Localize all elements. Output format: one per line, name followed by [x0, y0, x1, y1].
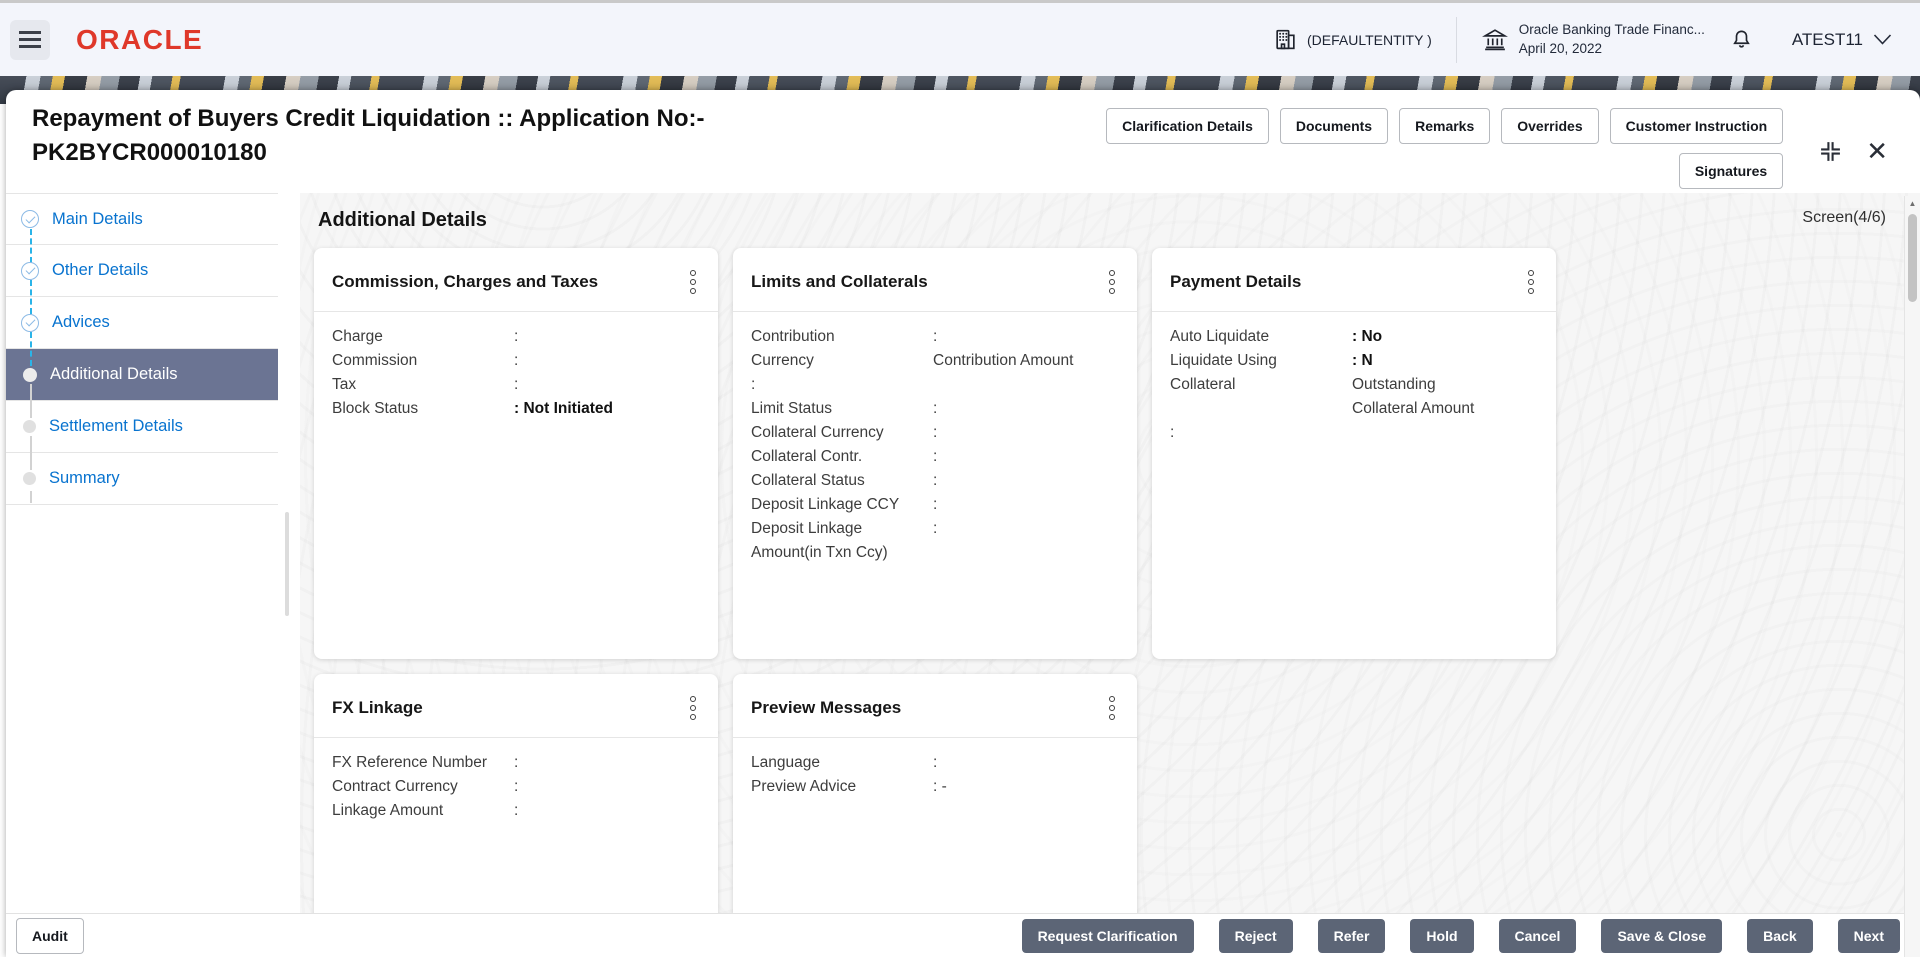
scrollbar-thumb[interactable]: [1908, 214, 1917, 302]
card-fx-linkage: [314, 674, 718, 944]
field-value: :: [933, 496, 938, 513]
field-label: [1170, 397, 1352, 421]
card-menu-kebab-icon[interactable]: [686, 694, 700, 722]
collapse-button[interactable]: [1819, 140, 1842, 163]
card-limits-and-collaterals: [733, 248, 1137, 659]
field-label: Preview Advice: [751, 778, 857, 795]
page-title-line2: PK2BYCR000010180: [32, 139, 267, 167]
field-value: :: [933, 448, 938, 465]
collapse-icon: [1819, 140, 1842, 163]
chevron-down-icon: [1873, 33, 1892, 46]
field-value-bold: : No: [1352, 328, 1383, 345]
field-line: [1170, 349, 1538, 373]
notifications-button[interactable]: [1729, 27, 1754, 52]
card-menu-kebab-icon[interactable]: [686, 268, 700, 296]
field-value: :: [933, 754, 938, 771]
field-label: Collateral: [1170, 376, 1236, 393]
topbar: [0, 0, 1920, 76]
branch-date: April 20, 2022: [1518, 40, 1603, 56]
content-area: [6, 193, 1920, 948]
branch-name: Oracle Banking Trade Financ...: [1518, 21, 1705, 37]
step-done-icon: [21, 314, 39, 332]
field-line: [751, 349, 1119, 373]
page-title: [32, 102, 704, 170]
card-commission-charges-and-taxes: [314, 248, 718, 659]
next-button[interactable]: Next: [1838, 919, 1900, 953]
field-line: [751, 517, 1119, 541]
field-line: [751, 445, 1119, 469]
bank-icon: [1481, 26, 1509, 53]
step-pending-icon: [23, 420, 36, 433]
field-line: [332, 751, 700, 775]
field-label: Limit Status: [751, 400, 832, 417]
field-line: [1170, 421, 1538, 445]
header-actions: [1106, 102, 1783, 189]
card-menu-kebab-icon[interactable]: [1105, 694, 1119, 722]
field-line: [332, 373, 700, 397]
field-value: :: [514, 376, 519, 393]
oracle-logo: ORACLE: [76, 23, 204, 55]
customer-instruction-button[interactable]: Customer Instruction: [1610, 108, 1784, 144]
entity-selector[interactable]: [1273, 27, 1432, 52]
username: ATEST11: [1791, 29, 1863, 49]
field-label: Collateral Status: [751, 472, 865, 489]
header-buttons-row1: [1106, 108, 1783, 144]
card-payment-details: [1152, 248, 1556, 659]
field-value: Collateral Amount: [1352, 400, 1475, 417]
main-content: [300, 193, 1920, 948]
sidebar-item-label: Settlement Details: [49, 417, 183, 435]
field-line: [751, 373, 1119, 397]
clarification-details-button[interactable]: Clarification Details: [1106, 108, 1269, 144]
card-title: Preview Messages: [751, 698, 902, 717]
card-title: Limits and Collaterals: [751, 272, 928, 291]
footer-actions: [1022, 919, 1900, 953]
step-done-icon: [21, 262, 39, 280]
hamburger-menu-button[interactable]: [10, 20, 50, 60]
field-label: Deposit Linkage CCY: [751, 496, 900, 513]
bell-icon: [1729, 27, 1754, 52]
step-pending-icon: [23, 472, 36, 485]
field-value: :: [933, 520, 938, 537]
sidebar-item-settlement-details[interactable]: [6, 401, 278, 453]
field-line: [751, 421, 1119, 445]
overrides-button[interactable]: Overrides: [1501, 108, 1598, 144]
field-label: Amount(in Txn Ccy): [751, 544, 888, 561]
field-line: [332, 799, 700, 823]
header-icons: [1783, 102, 1902, 164]
field-value: :: [514, 754, 519, 771]
card-preview-messages: [733, 674, 1137, 944]
field-label: :: [751, 376, 756, 393]
field-label: Tax: [332, 376, 357, 393]
remarks-button[interactable]: Remarks: [1399, 108, 1490, 144]
page-title-line1: Repayment of Buyers Credit Liquidation :: Application No:-: [32, 105, 705, 132]
screen-indicator: Screen(4/6): [1802, 209, 1886, 226]
field-line: [751, 493, 1119, 517]
entity-label: (DEFAULTENTITY ): [1307, 31, 1432, 48]
field-value: :: [933, 424, 938, 441]
field-line: [751, 775, 1119, 799]
field-label: FX Reference Number: [332, 754, 488, 771]
footer-bar: [6, 913, 1920, 957]
sidebar-item-advices[interactable]: [6, 297, 278, 349]
field-label: Currency: [751, 352, 814, 369]
field-value: :: [933, 400, 938, 417]
field-value: :: [514, 802, 519, 819]
cards-row-1: [314, 248, 1904, 659]
field-label: Linkage Amount: [332, 802, 444, 819]
field-line: [751, 541, 1119, 565]
app-panel: [6, 90, 1920, 957]
close-icon: ✕: [1866, 136, 1888, 166]
card-title: Commission, Charges and Taxes: [332, 272, 599, 291]
signatures-button[interactable]: Signatures: [1679, 153, 1783, 189]
field-label: Collateral Contr.: [751, 448, 863, 465]
step-list: [6, 193, 278, 505]
sidebar-item-summary[interactable]: [6, 453, 278, 505]
field-label: Deposit Linkage: [751, 520, 863, 537]
sidebar-scrollbar-thumb[interactable]: [285, 512, 289, 616]
sidebar-item-label: Additional Details: [50, 365, 178, 383]
field-line: [332, 349, 700, 373]
reject-button[interactable]: Reject: [1219, 919, 1293, 953]
step-done-icon: [21, 210, 39, 228]
card-title: FX Linkage: [332, 698, 423, 717]
request-clarification-button[interactable]: Request Clarification: [1022, 919, 1194, 953]
field-label: Contribution: [751, 328, 835, 345]
field-value: Contribution Amount: [933, 352, 1074, 369]
field-label: Block Status: [332, 400, 419, 417]
sidebar-item-label: Summary: [49, 469, 120, 487]
field-line: [1170, 397, 1538, 421]
field-label: Liquidate Using: [1170, 352, 1277, 369]
field-line: [1170, 325, 1538, 349]
sidebar-item-main-details[interactable]: [6, 193, 278, 245]
branch-selector[interactable]: [1481, 21, 1705, 59]
back-button[interactable]: Back: [1747, 919, 1812, 953]
sidebar-item-other-details[interactable]: [6, 245, 278, 297]
card-menu-kebab-icon[interactable]: [1105, 268, 1119, 296]
sidebar-item-label: Main Details: [52, 209, 143, 228]
building-icon: [1273, 27, 1298, 52]
step-active-icon: [23, 368, 37, 382]
field-line: [332, 325, 700, 349]
panel-header: [6, 90, 1920, 193]
field-value: :: [514, 778, 519, 795]
cancel-button[interactable]: Cancel: [1499, 919, 1577, 953]
section-heading: Additional Details: [318, 209, 487, 231]
field-value: :: [933, 472, 938, 489]
field-line: [1170, 373, 1538, 397]
field-value: :: [514, 328, 519, 345]
sidebar-item-label: Other Details: [52, 261, 149, 279]
card-menu-kebab-icon[interactable]: [1524, 268, 1538, 296]
field-line: [751, 325, 1119, 349]
hold-button[interactable]: Hold: [1410, 919, 1473, 953]
field-label: Collateral Currency: [751, 424, 884, 441]
sidebar-item-label: Advices: [52, 313, 110, 331]
field-label: Language: [751, 754, 820, 771]
branch-info: [1519, 21, 1705, 59]
field-value-bold: : N: [1352, 352, 1373, 369]
card-title: Payment Details: [1170, 272, 1302, 291]
field-value: :: [514, 352, 519, 369]
field-line: [332, 775, 700, 799]
field-label: :: [1170, 424, 1175, 441]
user-menu[interactable]: [1792, 30, 1892, 50]
documents-button[interactable]: Documents: [1280, 108, 1388, 144]
field-label: Commission: [332, 352, 418, 369]
field-value-bold: : Not Initiated: [514, 400, 614, 417]
field-label: Auto Liquidate: [1170, 328, 1270, 345]
close-button[interactable]: [1866, 138, 1888, 164]
field-line: [751, 469, 1119, 493]
field-label: Charge: [332, 328, 383, 345]
field-value: : -: [933, 778, 947, 795]
progress-sidebar: [6, 193, 300, 948]
field-line: [751, 751, 1119, 775]
topbar-divider: [1456, 17, 1457, 63]
field-value: Outstanding: [1352, 376, 1436, 393]
field-value: :: [933, 328, 938, 345]
field-line: [332, 397, 700, 421]
hamburger-icon: [19, 31, 41, 48]
vertical-scrollbar[interactable]: [1904, 196, 1920, 957]
refer-button[interactable]: Refer: [1318, 919, 1386, 953]
header-buttons-row2: [1679, 153, 1783, 189]
topbar-right: [1273, 17, 1892, 63]
main-header: [308, 207, 1904, 232]
cards-row-2: [314, 674, 1904, 944]
sidebar-item-additional-details[interactable]: [6, 349, 278, 401]
audit-button[interactable]: Audit: [16, 918, 84, 954]
save-close-button[interactable]: Save & Close: [1601, 919, 1722, 953]
scroll-up-arrow[interactable]: ▲: [1908, 199, 1917, 208]
field-line: [751, 397, 1119, 421]
field-label: Contract Currency: [332, 778, 458, 795]
